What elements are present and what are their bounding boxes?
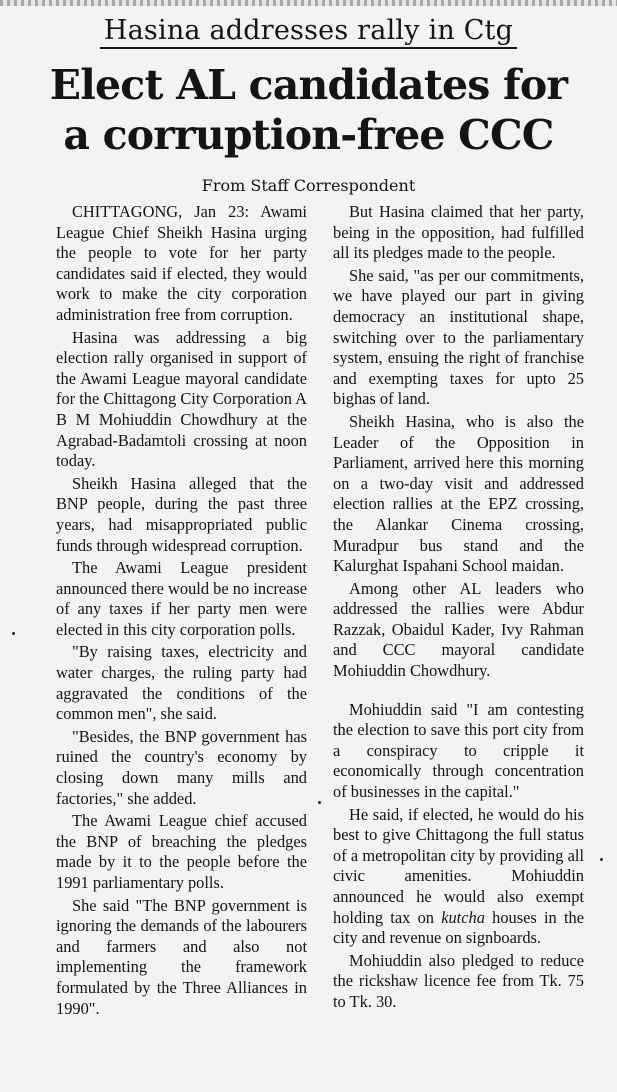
paragraph: Hasina was addressing a big election rally organised in support of the Awami League mayoral candidate for the Chittagong City Corporation A B M Mohiuddin Chowdhury at the Agrabad-Badamtoli crossing at noon today. xyxy=(56,327,307,471)
clipping-top-edge xyxy=(0,0,617,6)
print-speck xyxy=(600,858,603,861)
paragraph: The Awami League president announced there would be no increase of any taxes if her party men were elected in this city corporation polls. xyxy=(56,558,307,639)
kicker-text: Hasina addresses rally in Ctg xyxy=(100,15,517,49)
italic-term: kutcha xyxy=(441,907,485,927)
main-headline xyxy=(0,60,617,160)
paragraph: Among other AL leaders who addressed the rallies were Abdur Razzak, Obaidul Kader, Ivy Rahman and CCC mayoral candidate Mohiuddin Chowdhury. xyxy=(333,578,584,681)
paragraph: Mohiuddin said "I am contesting the election to save this port city from a conspiracy to cripple it economically through concentration of businesses in the capital." xyxy=(333,699,584,802)
paragraph: "Besides, the BNP government has ruined the country's economy by closing down many mills and factories," she added. xyxy=(56,726,307,808)
paragraph: Sheikh Hasina, who is also the Leader of the Opposition in Parliament, arrived here this morning on a two-day visit and addressed election rallies at the EPZ crossing, the Alankar Cinema crossing, Muradpur bus stand and the Kalurghat Ispahani School maidan. xyxy=(333,411,584,576)
paragraph: She said, "as per our commitments, we have played our part in giving democracy an institutional shape, switching over to the parliamentary system, ensuing the right of franchise and exempting taxes for upto 25 bighas of land. xyxy=(333,265,584,409)
paragraph-with-italic xyxy=(333,805,584,949)
paragraph-dateline: CHITTAGONG, Jan 23: Awami League Chief Sheikh Hasina urging the people to vote for her party candidates said if elected, they would work to make the city corporation administration free from corruption. xyxy=(56,202,307,324)
paragraph: The Awami League chief accused the BNP of breaching the pledges made by it to the people before the 1991 parliamentary polls. xyxy=(56,811,307,892)
paragraph: Mohiuddin also pledged to reduce the rickshaw licence fee from Tk. 75 to Tk. 30. xyxy=(333,950,584,1011)
headline-line-1: Elect AL candidates for xyxy=(49,61,568,109)
kicker-headline xyxy=(0,14,617,48)
byline: From Staff Correspondent xyxy=(201,176,416,195)
article-column-left xyxy=(56,202,307,1021)
article-column-right xyxy=(333,202,584,1015)
paragraph: She said "The BNP government is ignoring the demands of the labourers and farmers and also not implementing the framework formulated by the Three Alliances in 1990". xyxy=(56,895,307,1018)
print-speck xyxy=(318,801,321,804)
paragraph: Sheikh Hasina alleged that the BNP people, during the past three years, had misappropriated public funds through widespread corruption. xyxy=(56,473,307,555)
paragraph-part: houses in the city and revenue on signboards. xyxy=(333,907,584,948)
paragraph: But Hasina claimed that her party, being in the opposition, had fulfilled all its pledges made to the people. xyxy=(333,202,584,263)
headline-line-2: a corruption-free CCC xyxy=(63,111,554,159)
paragraph-part: He said, if elected, he would do his best to give Chittagong the full status of a metropolitan city by providing all civic amenities. Mohiuddin announced he would also exempt holding tax on xyxy=(333,804,584,927)
print-speck xyxy=(12,632,15,635)
paragraph: "By raising taxes, electricity and water charges, the ruling party had aggravated the conditions of the common men", she said. xyxy=(56,642,307,724)
